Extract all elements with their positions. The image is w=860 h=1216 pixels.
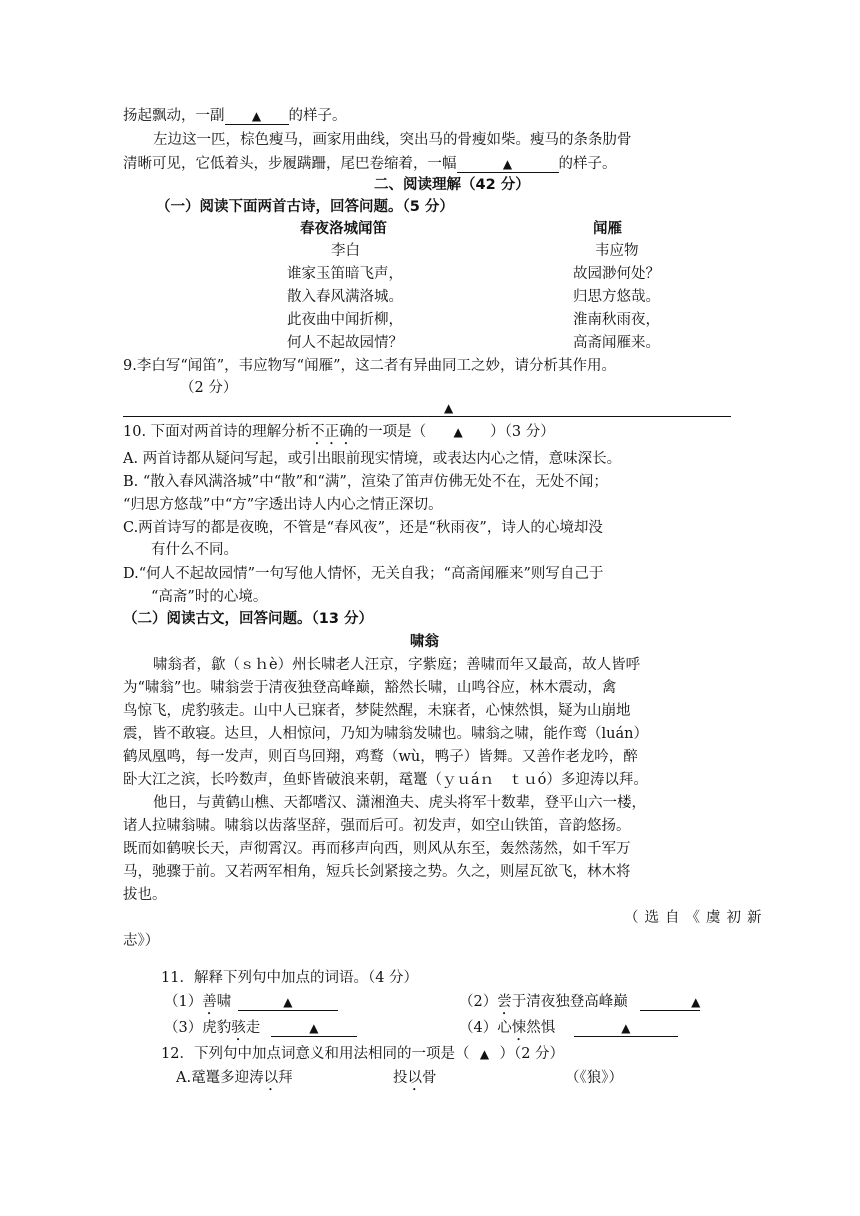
answer-mark-icon: ▲ [283, 995, 293, 1009]
part2-heading: （二）阅读古文，回答问题。（13 分） [123, 611, 373, 627]
essay-source-cont: 志》） [123, 933, 160, 949]
q11-item-1: （1）善啸 ▲ [164, 992, 338, 1018]
poem1-line: 何人不起故园情？ [287, 335, 403, 351]
q9-line2: （2 分） [180, 380, 238, 396]
answer-mark-icon: ▲ [453, 425, 463, 439]
q10-option-c: C.两首诗写的都是夜晚，不管是“春风夜”，还是“秋雨夜”，诗人的心境却没 [123, 520, 603, 536]
q12-option-a-left: A.鼋鼍多迎涛以拜 [176, 1070, 293, 1086]
essay-line: 他日，与黄鹤山樵、天都嗜汉、潇湘渔夫、虎头将军十数辈，登平山六一楼， [153, 795, 646, 811]
answer-blank[interactable] [640, 993, 700, 1011]
answer-blank[interactable] [457, 155, 559, 173]
answer-mark-icon: ▲ [502, 157, 513, 171]
answer-mark-icon: ▲ [444, 401, 454, 415]
q11-item-2: （2）尝于清夜独登高峰巅 ▲ [459, 994, 701, 1010]
q11-heading: 11．解释下列句中加点的词语。（4 分） [161, 970, 419, 986]
answer-slot[interactable] [426, 422, 490, 442]
q12-heading: 12．下列句中加点词意义和用法相同的一项是（ ▲ ）（2 分） [161, 1046, 565, 1062]
answer-mark-icon: ▲ [251, 109, 262, 123]
q9-line1: 9.李白写“闻笛”，韦应物写“闻雁”，这二者有异曲同工之妙，请分析其作用。 [123, 358, 616, 374]
emphasized-word: 骇 [231, 1020, 246, 1036]
answer-blank[interactable] [238, 993, 338, 1011]
answer-mark-icon: ▲ [691, 995, 701, 1009]
q11-item-3: （3）虎豹骇走 ▲ [164, 1018, 357, 1044]
essay-line: 鸟惊飞，虎豹骇走。山中人已寐者，梦陡然醒，未寐者，心悚然惧，疑为山崩地 [123, 703, 631, 719]
essay-line: 诸人拉啸翁啸。啸翁以齿落坚辞，强而后可。初发声，如空山铁笛，音韵悠扬。 [123, 818, 631, 834]
essay-line: 既而如鹤唳长天，声彻霄汉。再而移声向西，则风从东至，轰然荡然，如千军万 [123, 841, 631, 857]
essay-line: 啸翁者，歙（ｓｈè）州长啸老人汪京，字紫庭；善啸而年又最高，故人皆呼 [153, 657, 641, 673]
emphasized-word: 善 [202, 994, 217, 1010]
emphasized-word: 以 [407, 1070, 422, 1086]
answer-mark-icon: ▲ [309, 1021, 319, 1035]
q10-option-b: B. “散入春风满洛城”中“散”和“满”，渲染了笛声仿佛无处不在，无处不闻； [123, 474, 608, 490]
q10-option-d: D.“何人不起故园情”一句写他人情怀，无关自我；“高斋闻雁来”则写自己于 [123, 566, 604, 582]
essay-line: 为“啸翁”也。啸翁尝于清夜独登高峰巅，豁然长啸，山鸣谷应，林木震动，禽 [123, 680, 617, 696]
poem1-line: 散入春风满洛城。 [287, 289, 403, 305]
essay-line: 震，皆不敢寝。达旦，人相惊问，乃知为啸翁发啸也。啸翁之啸，能作鸾（luán） [123, 726, 648, 742]
poem2-line: 故园渺何处？ [573, 266, 660, 282]
poem2-line: 淮南秋雨夜， [573, 312, 660, 328]
essay-line: 拔也。 [123, 887, 167, 903]
emphasized-word: 以 [263, 1070, 279, 1086]
q12-option-a-right: 投以骨 [393, 1070, 437, 1086]
q11-item-4: （4）心悚然惧 ▲ [459, 1018, 678, 1044]
poem1-author: 李白 [331, 243, 360, 259]
q8-line1: 扬起飘动，一副 ▲ 的样子。 [123, 108, 347, 124]
essay-title: 啸翁 [410, 634, 439, 650]
essay-source: （选自《虞初新 [624, 910, 768, 926]
q8-para2-line2: 清晰可见，它低着头，步履蹒跚，尾巴卷缩着，一幅 ▲ 的样子。 [123, 156, 617, 172]
q10-option-d-cont: “高斋”时的心境。 [151, 589, 268, 605]
q10-option-c-cont: 有什么不同。 [151, 542, 238, 558]
section-title: 二、阅读理解（42 分） [374, 177, 530, 193]
poem1-title: 春夜洛城闻笛 [300, 221, 387, 237]
answer-mark-icon: ▲ [479, 1047, 490, 1061]
answer-blank[interactable] [225, 107, 289, 125]
poem1-line: 谁家玉笛暗飞声， [287, 266, 403, 282]
q10-heading: 10. 下面对两首诗的理解分析不正确的一项是（ ▲ ）（3 分） [123, 424, 555, 440]
answer-blank[interactable] [574, 1019, 678, 1037]
q8-para2-line1: 左边这一匹，棕色瘦马，画家用曲线，突出马的骨瘦如柴。瘦马的条条肋骨 [153, 132, 632, 148]
q10-option-a: A. 两首诗都从疑问写起，或引出眼前现实情境，或表达内心之情，意味深长。 [123, 451, 622, 467]
q12-option-a-source: （《狼》） [565, 1070, 623, 1086]
essay-line: 卧大江之滨，长吟数声，鱼虾皆破浪来朝，鼋鼍（ｙｕáｎ ｔｕó）多迎涛以拜。 [123, 772, 648, 788]
poem1-line: 此夜曲中闻折柳， [287, 312, 403, 328]
answer-mark-icon: ▲ [621, 1021, 631, 1035]
answer-line[interactable] [123, 416, 731, 417]
emphasized-word: 悚 [511, 1020, 527, 1036]
answer-blank[interactable] [271, 1019, 357, 1037]
poem2-title: 闻雁 [593, 221, 622, 237]
emphasized-word: 尝 [497, 994, 512, 1010]
poem2-line: 归思方悠哉。 [573, 289, 660, 305]
q10-option-b-cont: “归思方悠哉”中“方”字透出诗人内心之情正深切。 [123, 497, 443, 513]
poem2-author: 韦应物 [595, 243, 639, 259]
part1-heading: （一）阅读下面两首古诗，回答问题。（5 分） [156, 199, 454, 215]
essay-line: 鹤凤凰鸣，每一发声，则百鸟回翔，鸡鹜（wù，鸭子）皆舞。又善作老龙吟，醉 [123, 749, 638, 765]
poem2-line: 高斋闻雁来。 [573, 335, 660, 351]
emphasized-word: 不正确 [310, 424, 354, 440]
essay-line: 马，驰骤于前。又若两军相角，短兵长剑紧接之势。久之，则屋瓦欲飞，林木将 [123, 864, 631, 880]
answer-slot[interactable] [469, 1044, 499, 1064]
